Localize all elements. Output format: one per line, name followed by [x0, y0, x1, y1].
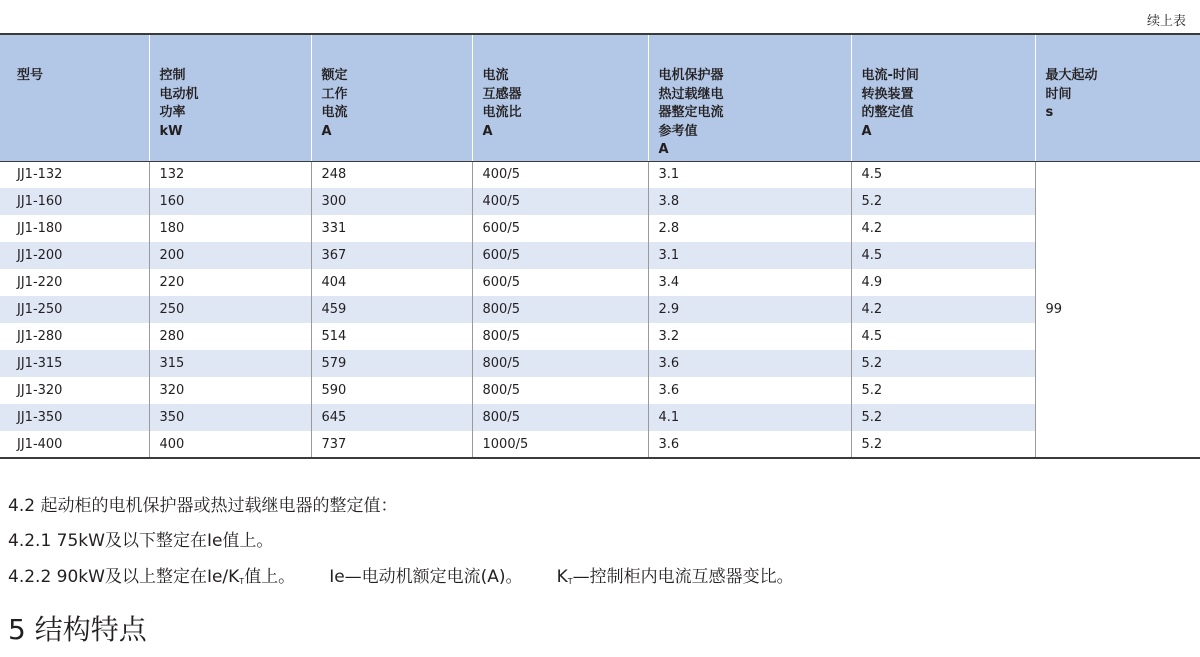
table-cell: 3.1: [648, 242, 851, 269]
table-cell: 579: [311, 350, 472, 377]
table-cell: 3.6: [648, 377, 851, 404]
table-cell: 737: [311, 431, 472, 458]
table-cell: 3.4: [648, 269, 851, 296]
table-cell: JJ1-160: [0, 188, 149, 215]
column-header: [472, 34, 648, 161]
column-header-line: 最大起动: [1045, 68, 1098, 83]
column-header-line: 电流: [482, 68, 509, 83]
table-cell: 2.8: [648, 215, 851, 242]
table-cell: 400/5: [472, 188, 648, 215]
table-cell: JJ1-200: [0, 242, 149, 269]
table-row: [0, 404, 1200, 431]
table-cell: 800/5: [472, 404, 648, 431]
table-row: [0, 377, 1200, 404]
column-header-line: A: [658, 142, 669, 158]
table-cell: 459: [311, 296, 472, 323]
table-cell: 180: [149, 215, 311, 242]
table-cell: 300: [311, 188, 472, 215]
table-cell: 1000/5: [472, 431, 648, 458]
table-row: [0, 188, 1200, 215]
column-header: [149, 34, 311, 161]
column-header-line: 电流比: [482, 105, 522, 121]
table-cell: JJ1-180: [17, 221, 63, 236]
table-cell: 3.6: [648, 350, 851, 377]
table-cell: 600/5: [472, 269, 648, 296]
column-header-line: 参考值: [658, 123, 698, 139]
table-cell: 5.2: [851, 431, 1035, 458]
table-row: [0, 431, 1200, 458]
table-cell: 220: [149, 269, 311, 296]
kt-symbol: K: [556, 567, 568, 587]
table-header-row: [0, 34, 1200, 161]
table-cell: 5.2: [851, 404, 1035, 431]
note-4-2: 4.2 起动柜的电机保护器或热过载继电器的整定值：: [8, 496, 398, 516]
table-row: [0, 242, 1200, 269]
column-header-line: 电流-时间: [861, 68, 919, 83]
table-cell: 4.1: [648, 404, 851, 431]
column-header-line: A: [321, 123, 332, 139]
column-header-line: 电机保护器: [658, 68, 724, 83]
table-cell: 800/5: [472, 350, 648, 377]
table-row: [0, 161, 1200, 188]
table-cell: 160: [149, 188, 311, 215]
column-header: [648, 34, 851, 161]
kt-definition: —控制柜内电流互感器变比。: [572, 567, 794, 587]
table-cell: 280: [149, 323, 311, 350]
table-cell: 4.5: [851, 242, 1035, 269]
table-cell: 367: [311, 242, 472, 269]
spec-table: [0, 33, 1200, 459]
table-row: [0, 323, 1200, 350]
table-cell: 3.1: [648, 161, 851, 188]
table-cell: 315: [149, 350, 311, 377]
table-row: [0, 269, 1200, 296]
table-cell: JJ1-132: [17, 167, 63, 183]
table-cell: JJ1-280: [17, 329, 63, 344]
table-cell: 3.2: [648, 323, 851, 350]
max-start-time-cell: 99: [1035, 161, 1200, 458]
table-cell: 514: [311, 323, 472, 350]
table-cell: 4.9: [851, 269, 1035, 296]
table-cell: 4.5: [851, 323, 1035, 350]
column-header-line: 功率: [159, 105, 186, 121]
table-cell: 200: [149, 242, 311, 269]
table-cell: 132: [149, 161, 311, 188]
table-row: [0, 215, 1200, 242]
kt-subscript: T: [239, 577, 245, 586]
column-header-line: 转换装置: [861, 86, 914, 102]
table-cell: JJ1-320: [17, 383, 63, 398]
column-header-line: 控制: [159, 68, 186, 83]
column-header-line: s: [1045, 105, 1054, 121]
table-cell: 350: [149, 404, 311, 431]
column-header-line: A: [861, 123, 872, 139]
column-header-line: 互感器: [482, 86, 522, 102]
table-row: [0, 350, 1200, 377]
column-header-line: A: [482, 123, 493, 139]
column-header: [311, 34, 472, 161]
table-cell: 3.6: [648, 431, 851, 458]
table-cell: 590: [311, 377, 472, 404]
table-cell: 400/5: [472, 161, 648, 188]
table-cell: 4.5: [851, 161, 1035, 188]
table-cell: 400: [149, 431, 311, 458]
column-header-line: 的整定值: [861, 105, 914, 121]
table-cell: 4.2: [851, 296, 1035, 323]
table-cell: 800/5: [472, 296, 648, 323]
table-cell: 3.8: [648, 188, 851, 215]
table-cell: 248: [311, 161, 472, 188]
table-cell: 5.2: [851, 188, 1035, 215]
note-4-2-2-suffix: 值上。: [244, 567, 296, 587]
column-header-line: 工作: [321, 86, 348, 102]
note-4-2-1: 4.2.1 75kW及以下整定在Ie值上。: [8, 531, 274, 551]
table-cell: 404: [311, 269, 472, 296]
table-cell: 5.2: [851, 377, 1035, 404]
column-header: [0, 34, 149, 161]
column-header: [1035, 34, 1200, 161]
table-cell: 331: [311, 215, 472, 242]
table-cell: 800/5: [472, 323, 648, 350]
note-4-2-2: [8, 562, 794, 587]
table-body: [0, 161, 1200, 458]
table-cell: JJ1-250: [0, 296, 149, 323]
table-cell: 600/5: [472, 242, 648, 269]
note-4-2-2-text: 4.2.2 90kW及以上整定在Ie/K: [8, 567, 240, 587]
continued-label: 续上表: [1146, 14, 1186, 29]
column-header-line: 热过载继电: [658, 86, 724, 102]
table-cell: 4.2: [851, 215, 1035, 242]
table-cell: 2.9: [648, 296, 851, 323]
table-cell: JJ1-315: [0, 350, 149, 377]
column-header-line: 额定: [321, 68, 348, 83]
table-cell: 5.2: [851, 350, 1035, 377]
column-header-line: kW: [159, 123, 183, 139]
column-header: [851, 34, 1035, 161]
table-cell: 600/5: [472, 215, 648, 242]
column-header-line: 电动机: [159, 86, 199, 102]
ie-definition: Ie—电动机额定电流(A)。: [329, 567, 523, 587]
table-cell: 250: [149, 296, 311, 323]
table-cell: 320: [149, 377, 311, 404]
column-header-line: 器整定电流: [658, 105, 724, 121]
table-row: [0, 296, 1200, 323]
column-header-line: 时间: [1045, 86, 1072, 102]
table-cell: 645: [311, 404, 472, 431]
table-cell: JJ1-350: [0, 404, 149, 431]
table-cell: JJ1-220: [17, 275, 63, 290]
section-title: 5 结构特点: [8, 613, 147, 646]
kt-symbol-subscript: T: [567, 577, 573, 586]
column-header-line: 电流: [321, 105, 348, 121]
table-cell: 800/5: [472, 377, 648, 404]
column-header-line: 型号: [17, 68, 44, 83]
table-cell: JJ1-400: [17, 436, 63, 452]
